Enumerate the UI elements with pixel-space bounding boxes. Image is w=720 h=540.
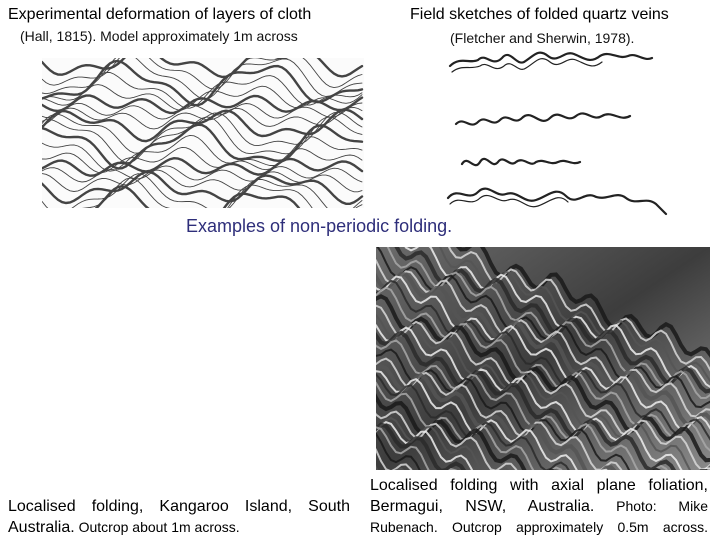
vein-sketch-4 <box>448 189 666 214</box>
caption-bermagui <box>370 475 708 538</box>
slide-title: Examples of non-periodic folding. <box>186 216 453 236</box>
caption-kangaroo-place: Australia. <box>8 519 75 536</box>
caption-bermagui-line3: Rubenach. Outcrop approximately 0.5m across. <box>370 519 708 535</box>
vein-sketch-1 <box>450 53 652 66</box>
cloth-figure-subtitle: (Hall, 1815). Model approximately 1m across <box>20 28 298 44</box>
caption-bermagui-photo-credit: Photo: Mike <box>594 498 708 514</box>
caption-bermagui-place: Bermagui, NSW, Australia. <box>370 498 595 515</box>
cloth-figure-title: Experimental deformation of layers of cloth <box>8 6 312 23</box>
quartz-veins-subtitle: (Fletcher and Sherwin, 1978). <box>450 30 635 46</box>
vein-sketch-3 <box>462 159 580 165</box>
quartz-veins-title: Field sketches of folded quartz veins <box>410 6 669 23</box>
caption-kangaroo-line1: Localised folding, Kangaroo Island, South <box>8 498 350 515</box>
quartz-veins-sketches <box>440 46 670 226</box>
caption-kangaroo-detail: Outcrop about 1m across. <box>74 519 240 535</box>
caption-bermagui-line1: Localised folding with axial plane foliation, <box>370 477 708 494</box>
bermagui-outcrop-photo <box>376 247 710 470</box>
caption-kangaroo-island <box>8 496 350 538</box>
vein-sketch-2 <box>456 113 630 124</box>
cloth-deformation-sketch <box>42 58 364 208</box>
